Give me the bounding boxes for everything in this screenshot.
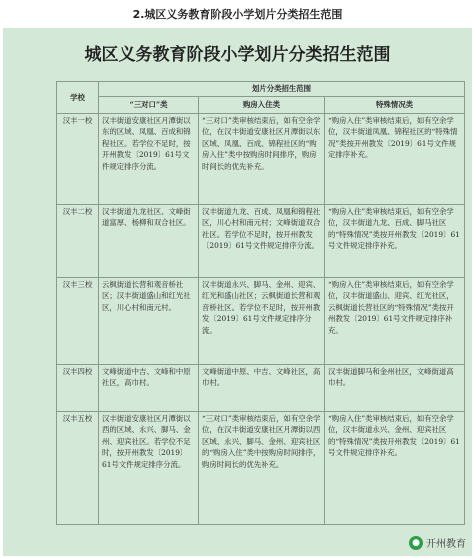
school-name: 汉丰五校	[57, 412, 99, 525]
table-row	[57, 412, 465, 525]
cell-b: “三对口”类审核结束后，如有空余学位，在汉丰街道安康社区月潭街以西区域、永兴、脚马、金州、迎宾社区的“购房入住”类中按购房时间排序，购房时间长的优先补充。	[199, 412, 325, 525]
watermark-text: 开州教育	[426, 539, 466, 550]
cell-a: 文峰街道中吉、文峰和中原社区，高巾村。	[99, 365, 199, 412]
cell-c: “购房入住”类审核结束后，如有空余学位，汉丰街道永兴、金州、迎宾社区的“特殊情况”类按开州教发〔2019〕61号文件规定排序补充。	[325, 412, 465, 525]
cell-c: “购房入住”类审核结束后，如有空余学位，汉丰街道盛山、迎宾、红光社区，云枫街道长营社区的“特殊情况”类按开州教发〔2019〕61号文件规定排序补充。	[325, 278, 465, 365]
table-row	[57, 278, 465, 365]
cell-b: 汉丰街道九龙、百成、凤凰和锦程社区，川心村和南元村；文峰街道双合社区。若学位不足时，按开州教发〔2019〕61号文件规定排序分流。	[199, 205, 325, 278]
header-col-c: 特殊情况类	[325, 97, 465, 114]
header-group: 划片分类招生范围	[99, 82, 465, 97]
cell-b: 文峰街道中原、中吉、文峰社区，高巾村。	[199, 365, 325, 412]
page-heading: 2.城区义务教育阶段小学划片分类招生范围	[132, 8, 343, 21]
wechat-icon: ●	[409, 536, 423, 550]
header-school: 学校	[57, 82, 99, 114]
header-col-a: “三对口”类	[99, 97, 199, 114]
school-name: 汉丰三校	[57, 278, 99, 365]
cell-c: “购房入住”类审核结束后，如有空余学位，汉丰街道凤凰、锦程社区的“特殊情况”类按开州教发〔2019〕61号文件规定排序补充。	[325, 114, 465, 205]
cell-b: “三对口”类审核结束后，如有空余学位，在汉丰街道安康社区月潭街以东区域、凤凰、百成、锦程社区的“购房入住”类中按购房时间排序，购房时间长的优先补充。	[199, 114, 325, 205]
panel-title: 城区义务教育阶段小学划片分类招生范围	[84, 45, 391, 65]
school-name: 汉丰二校	[57, 205, 99, 278]
school-name: 汉丰一校	[57, 114, 99, 205]
cell-c: “购房入住”类审核结束后，如有空余学位，汉丰街道九龙、百成、脚马社区的“特殊情况”类按开州教发〔2019〕61号文件规定排序补充。	[325, 205, 465, 278]
header-col-b: 购房入住类	[199, 97, 325, 114]
cell-a: 云枫街道长营和观音桥社区；汉丰街道盛山和红光社区，川心村和南元村。	[99, 278, 199, 365]
cell-a: 汉丰街道安康社区月潭街以东的区域、凤凰、百成和锦程社区。若学位不足时，按开州教发〔2019〕61号文件规定排序分流。	[99, 114, 199, 205]
watermark	[409, 535, 466, 550]
cell-a: 汉丰街道九龙社区、文峰街道富厚、杨柳和双合社区。	[99, 205, 199, 278]
cell-c: 汉丰街道脚马和金州社区，文峰街道高巾村。	[325, 365, 465, 412]
school-name: 汉丰四校	[57, 365, 99, 412]
content-panel	[3, 28, 472, 556]
admission-table	[56, 81, 465, 525]
cell-a: 汉丰街道安康社区月潭街以西的区域、永兴、脚马、金州、迎宾社区。若学位不足时，按开州教发〔2019〕61号文件规定排序分流。	[99, 412, 199, 525]
table-row	[57, 205, 465, 278]
table-row	[57, 114, 465, 205]
table-row	[57, 365, 465, 412]
cell-b: 汉丰街道永兴、脚马、金州、迎宾、红光和盛山社区；云枫街道长营和观音桥社区。若学位不足时，按开州教发〔2019〕61号文件规定排序分流。	[199, 278, 325, 365]
